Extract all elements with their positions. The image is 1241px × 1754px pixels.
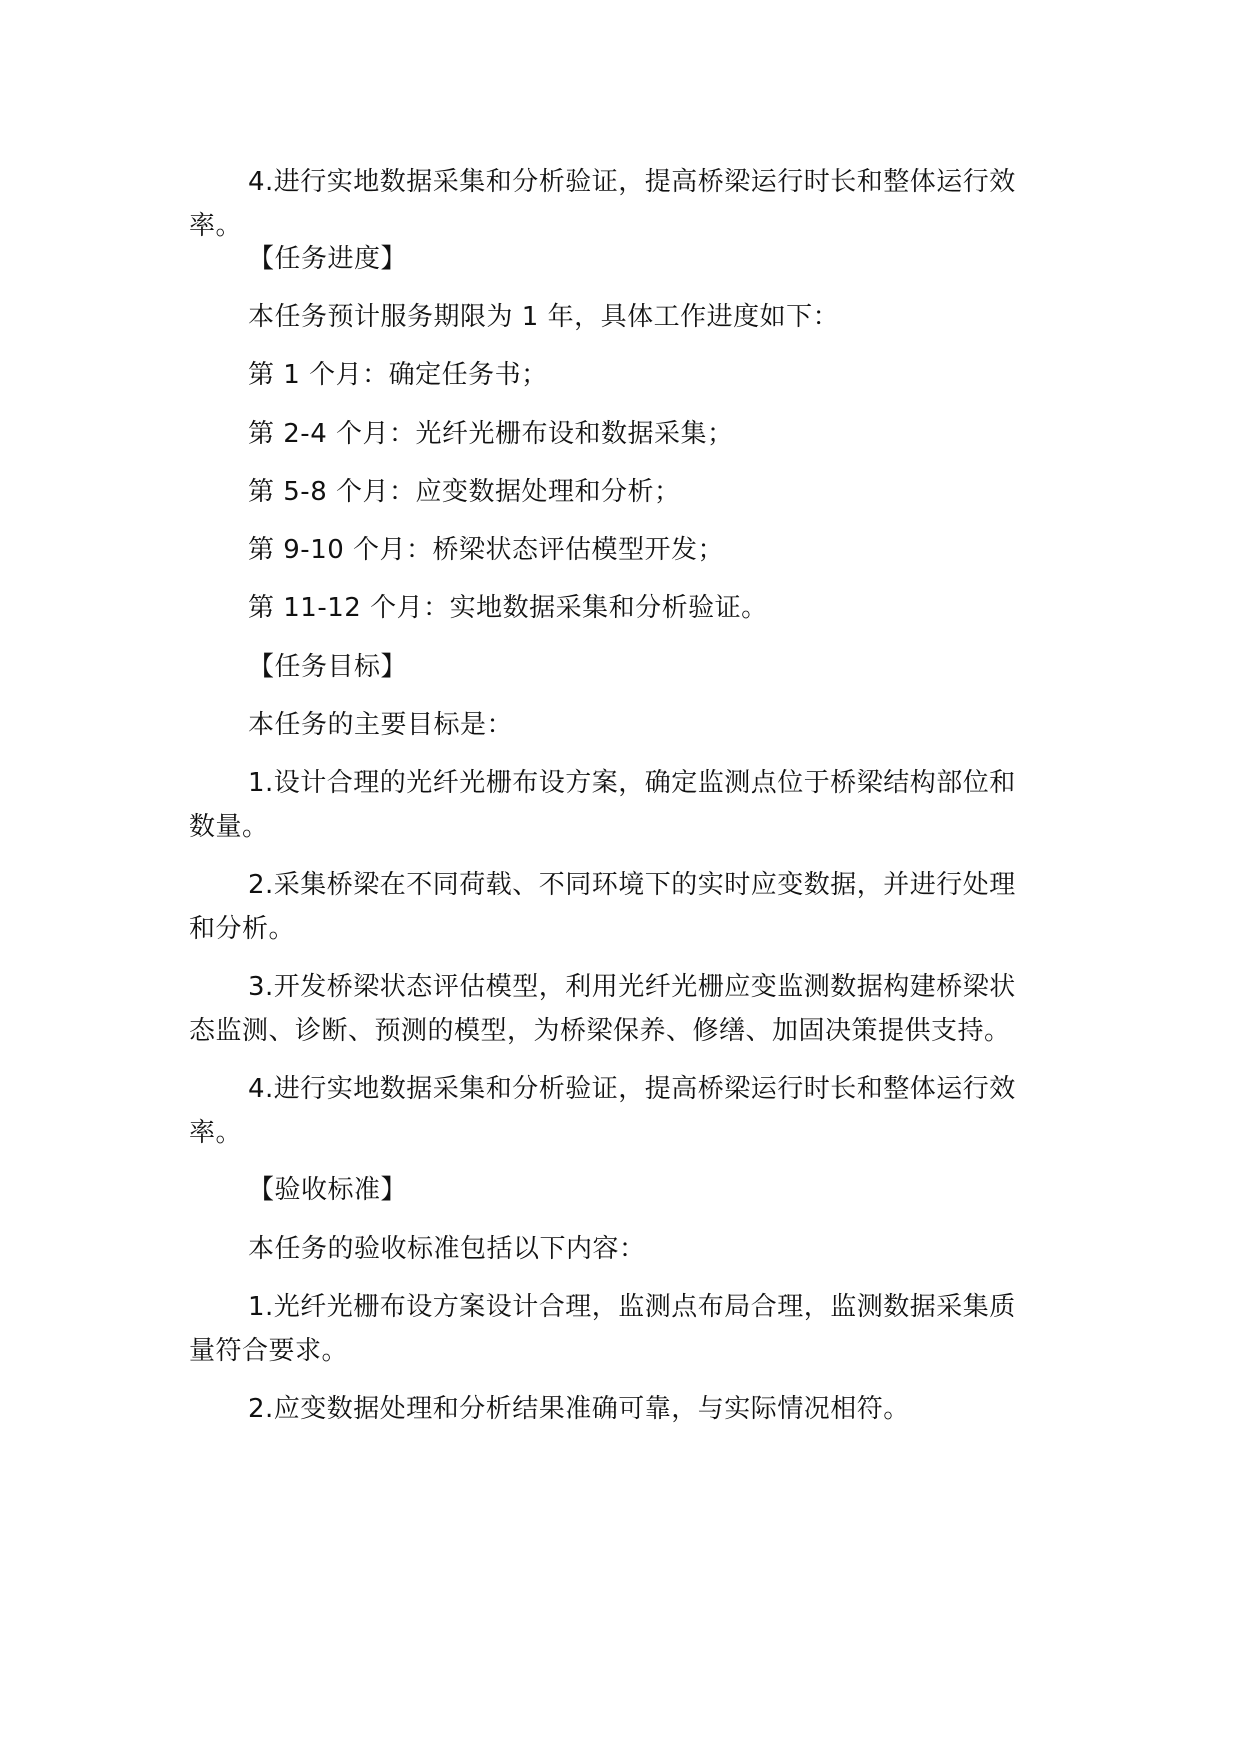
paragraph-line: 率。 <box>189 1118 243 1148</box>
section-heading-goals: 【任务目标】 <box>248 652 408 682</box>
paragraph-line: 数量。 <box>189 812 269 842</box>
paragraph-line: 3.开发桥梁状态评估模型，利用光纤光栅应变监测数据构建桥梁状 <box>248 972 1016 1002</box>
section-heading-acceptance: 【验收标准】 <box>248 1175 408 1205</box>
schedule-item: 第 1 个月：确定任务书； <box>248 360 548 390</box>
paragraph-line: 4.进行实地数据采集和分析验证，提高桥梁运行时长和整体运行效 <box>248 167 1016 197</box>
paragraph-line: 态监测、诊断、预测的模型，为桥梁保养、修缮、加固决策提供支持。 <box>189 1016 1011 1046</box>
paragraph-line: 率。 <box>189 211 243 241</box>
paragraph-line: 2.应变数据处理和分析结果准确可靠，与实际情况相符。 <box>248 1394 910 1424</box>
paragraph-line: 本任务预计服务期限为 1 年，具体工作进度如下： <box>248 302 840 332</box>
schedule-item: 第 9-10 个月：桥梁状态评估模型开发； <box>248 535 725 565</box>
paragraph-line: 2.采集桥梁在不同荷载、不同环境下的实时应变数据，并进行处理 <box>248 870 1016 900</box>
paragraph-line: 量符合要求。 <box>189 1336 349 1366</box>
schedule-item: 第 5-8 个月：应变数据处理和分析； <box>248 477 681 507</box>
paragraph-line: 1.光纤光栅布设方案设计合理，监测点布局合理，监测数据采集质 <box>248 1292 1016 1322</box>
paragraph-line: 和分析。 <box>189 914 296 944</box>
schedule-item: 第 11-12 个月：实地数据采集和分析验证。 <box>248 593 768 623</box>
section-heading-progress: 【任务进度】 <box>248 244 408 274</box>
paragraph-line: 1.设计合理的光纤光栅布设方案，确定监测点位于桥梁结构部位和 <box>248 768 1016 798</box>
paragraph-line: 4.进行实地数据采集和分析验证，提高桥梁运行时长和整体运行效 <box>248 1074 1016 1104</box>
paragraph-line: 本任务的主要目标是： <box>248 710 514 740</box>
paragraph-line: 本任务的验收标准包括以下内容： <box>248 1234 646 1264</box>
schedule-item: 第 2-4 个月：光纤光栅布设和数据采集； <box>248 419 734 449</box>
